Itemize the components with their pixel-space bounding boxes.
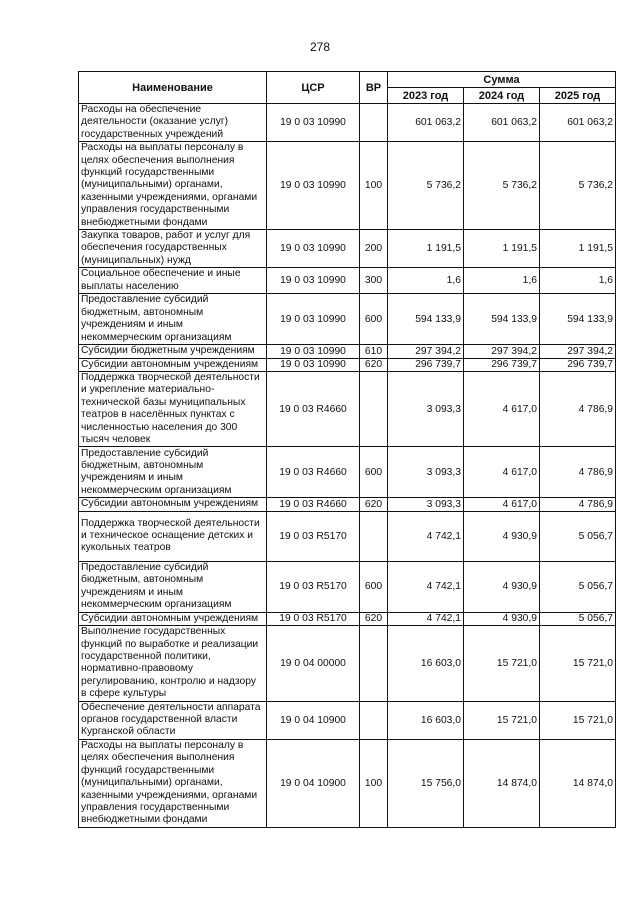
header-year-2024: 2024 год xyxy=(464,88,540,104)
table-row xyxy=(79,447,616,498)
row-name: Поддержка творческой деятельности и техническое оснащение детских и кукольных театров xyxy=(79,511,267,561)
header-name: Наименование xyxy=(79,72,267,104)
row-sum-2025: 1 191,5 xyxy=(540,230,616,268)
row-sum-2024: 4 617,0 xyxy=(464,371,540,446)
row-vr: 600 xyxy=(360,294,388,345)
row-csr: 19 0 03 10990 xyxy=(267,230,360,268)
row-sum-2023: 4 742,1 xyxy=(388,612,464,625)
row-sum-2025: 1,6 xyxy=(540,268,616,294)
row-sum-2024: 297 394,2 xyxy=(464,345,540,358)
row-vr: 300 xyxy=(360,268,388,294)
row-csr: 19 0 04 10900 xyxy=(267,739,360,827)
row-csr: 19 0 03 R5170 xyxy=(267,612,360,625)
row-sum-2023: 5 736,2 xyxy=(388,142,464,230)
table-row xyxy=(79,104,616,142)
row-sum-2023: 1,6 xyxy=(388,268,464,294)
row-sum-2025: 15 721,0 xyxy=(540,701,616,739)
row-vr xyxy=(360,701,388,739)
table-row xyxy=(79,498,616,511)
row-sum-2023: 594 133,9 xyxy=(388,294,464,345)
row-sum-2025: 5 056,7 xyxy=(540,561,616,612)
row-sum-2025: 297 394,2 xyxy=(540,345,616,358)
row-name: Субсидии автономным учреждениям xyxy=(79,612,267,625)
row-sum-2023: 3 093,3 xyxy=(388,371,464,446)
table-body xyxy=(79,104,616,828)
row-vr: 100 xyxy=(360,739,388,827)
row-name: Закупка товаров, работ и услуг для обеспечения государственных (муниципальных) нужд xyxy=(79,230,267,268)
row-name: Обеспечение деятельности аппарата органов государственной власти Курганской области xyxy=(79,701,267,739)
row-csr: 19 0 03 10990 xyxy=(267,345,360,358)
row-vr xyxy=(360,104,388,142)
row-vr: 620 xyxy=(360,612,388,625)
row-sum-2024: 1 191,5 xyxy=(464,230,540,268)
row-sum-2024: 4 930,9 xyxy=(464,561,540,612)
table-row xyxy=(79,561,616,612)
row-name: Расходы на выплаты персоналу в целях обеспечения выполнения функций государственными (муниципальными) органами, казенными учреждениями, органами управления государственными внебюджетными фондами xyxy=(79,142,267,230)
row-sum-2023: 4 742,1 xyxy=(388,561,464,612)
row-sum-2023: 15 756,0 xyxy=(388,739,464,827)
row-sum-2023: 3 093,3 xyxy=(388,498,464,511)
row-sum-2024: 594 133,9 xyxy=(464,294,540,345)
table-row xyxy=(79,626,616,701)
row-sum-2025: 594 133,9 xyxy=(540,294,616,345)
table-row xyxy=(79,294,616,345)
table-row xyxy=(79,371,616,446)
row-sum-2023: 16 603,0 xyxy=(388,701,464,739)
row-csr: 19 0 04 00000 xyxy=(267,626,360,701)
row-vr: 600 xyxy=(360,561,388,612)
row-sum-2025: 5 056,7 xyxy=(540,612,616,625)
row-name: Субсидии автономным учреждениям xyxy=(79,358,267,371)
row-sum-2024: 1,6 xyxy=(464,268,540,294)
row-vr: 620 xyxy=(360,358,388,371)
budget-table xyxy=(78,71,616,828)
table-row xyxy=(79,345,616,358)
row-vr: 100 xyxy=(360,142,388,230)
row-vr: 600 xyxy=(360,447,388,498)
row-sum-2024: 601 063,2 xyxy=(464,104,540,142)
row-name: Социальное обеспечение и иные выплаты населению xyxy=(79,268,267,294)
row-sum-2025: 5 056,7 xyxy=(540,511,616,561)
header-csr: ЦСР xyxy=(267,72,360,104)
row-name: Субсидии автономным учреждениям xyxy=(79,498,267,511)
row-csr: 19 0 03 10990 xyxy=(267,142,360,230)
row-sum-2023: 4 742,1 xyxy=(388,511,464,561)
row-name: Предоставление субсидий бюджетным, автономным учреждениям и иным некоммерческим организациям xyxy=(79,447,267,498)
row-csr: 19 0 03 R5170 xyxy=(267,561,360,612)
row-vr: 620 xyxy=(360,498,388,511)
row-sum-2023: 601 063,2 xyxy=(388,104,464,142)
row-sum-2024: 4 617,0 xyxy=(464,498,540,511)
row-csr: 19 0 03 R5170 xyxy=(267,511,360,561)
row-vr xyxy=(360,626,388,701)
row-sum-2025: 5 736,2 xyxy=(540,142,616,230)
row-vr xyxy=(360,511,388,561)
row-sum-2025: 601 063,2 xyxy=(540,104,616,142)
row-sum-2024: 15 721,0 xyxy=(464,626,540,701)
row-sum-2023: 296 739,7 xyxy=(388,358,464,371)
row-vr: 200 xyxy=(360,230,388,268)
row-name: Расходы на выплаты персоналу в целях обеспечения выполнения функций государственными (муниципальными) органами, казенными учреждениями, органами управления государственными внебюджетными фондами xyxy=(79,739,267,827)
table-row xyxy=(79,142,616,230)
row-name: Расходы на обеспечение деятельности (оказание услуг) государственных учреждений xyxy=(79,104,267,142)
row-sum-2025: 14 874,0 xyxy=(540,739,616,827)
row-csr: 19 0 03 10990 xyxy=(267,294,360,345)
row-name: Предоставление субсидий бюджетным, автономным учреждениям и иным некоммерческим организациям xyxy=(79,294,267,345)
table-row xyxy=(79,701,616,739)
row-csr: 19 0 03 R4660 xyxy=(267,371,360,446)
header-sum: Сумма xyxy=(388,72,616,88)
row-sum-2023: 3 093,3 xyxy=(388,447,464,498)
row-csr: 19 0 03 R4660 xyxy=(267,498,360,511)
row-csr: 19 0 04 10900 xyxy=(267,701,360,739)
row-sum-2025: 296 739,7 xyxy=(540,358,616,371)
row-name: Выполнение государственных функций по выработке и реализации государственной политики, нормативно-правовому регулированию, контролю и надзору в сфере культуры xyxy=(79,626,267,701)
row-sum-2024: 296 739,7 xyxy=(464,358,540,371)
row-csr: 19 0 03 10990 xyxy=(267,358,360,371)
table-row xyxy=(79,358,616,371)
row-sum-2025: 4 786,9 xyxy=(540,447,616,498)
header-year-2025: 2025 год xyxy=(540,88,616,104)
row-sum-2023: 1 191,5 xyxy=(388,230,464,268)
table-row xyxy=(79,268,616,294)
table-row xyxy=(79,739,616,827)
row-name: Поддержка творческой деятельности и укрепление материально-технической базы муниципальных театров в населённых пунктах с численностью населения до 300 тысяч человек xyxy=(79,371,267,446)
row-vr: 610 xyxy=(360,345,388,358)
header-year-2023: 2023 год xyxy=(388,88,464,104)
row-sum-2025: 15 721,0 xyxy=(540,626,616,701)
row-name: Предоставление субсидий бюджетным, автономным учреждениям и иным некоммерческим организациям xyxy=(79,561,267,612)
table-row xyxy=(79,230,616,268)
row-sum-2024: 14 874,0 xyxy=(464,739,540,827)
row-sum-2024: 4 617,0 xyxy=(464,447,540,498)
row-sum-2023: 297 394,2 xyxy=(388,345,464,358)
page-number: 278 xyxy=(309,40,331,54)
table-row xyxy=(79,511,616,561)
row-sum-2024: 5 736,2 xyxy=(464,142,540,230)
header-vr: ВР xyxy=(360,72,388,104)
row-sum-2024: 4 930,9 xyxy=(464,511,540,561)
row-sum-2024: 15 721,0 xyxy=(464,701,540,739)
row-sum-2025: 4 786,9 xyxy=(540,371,616,446)
row-name: Субсидии бюджетным учреждениям xyxy=(79,345,267,358)
row-sum-2024: 4 930,9 xyxy=(464,612,540,625)
row-vr xyxy=(360,371,388,446)
row-csr: 19 0 03 10990 xyxy=(267,268,360,294)
row-csr: 19 0 03 R4660 xyxy=(267,447,360,498)
row-csr: 19 0 03 10990 xyxy=(267,104,360,142)
table-row xyxy=(79,612,616,625)
row-sum-2023: 16 603,0 xyxy=(388,626,464,701)
row-sum-2025: 4 786,9 xyxy=(540,498,616,511)
